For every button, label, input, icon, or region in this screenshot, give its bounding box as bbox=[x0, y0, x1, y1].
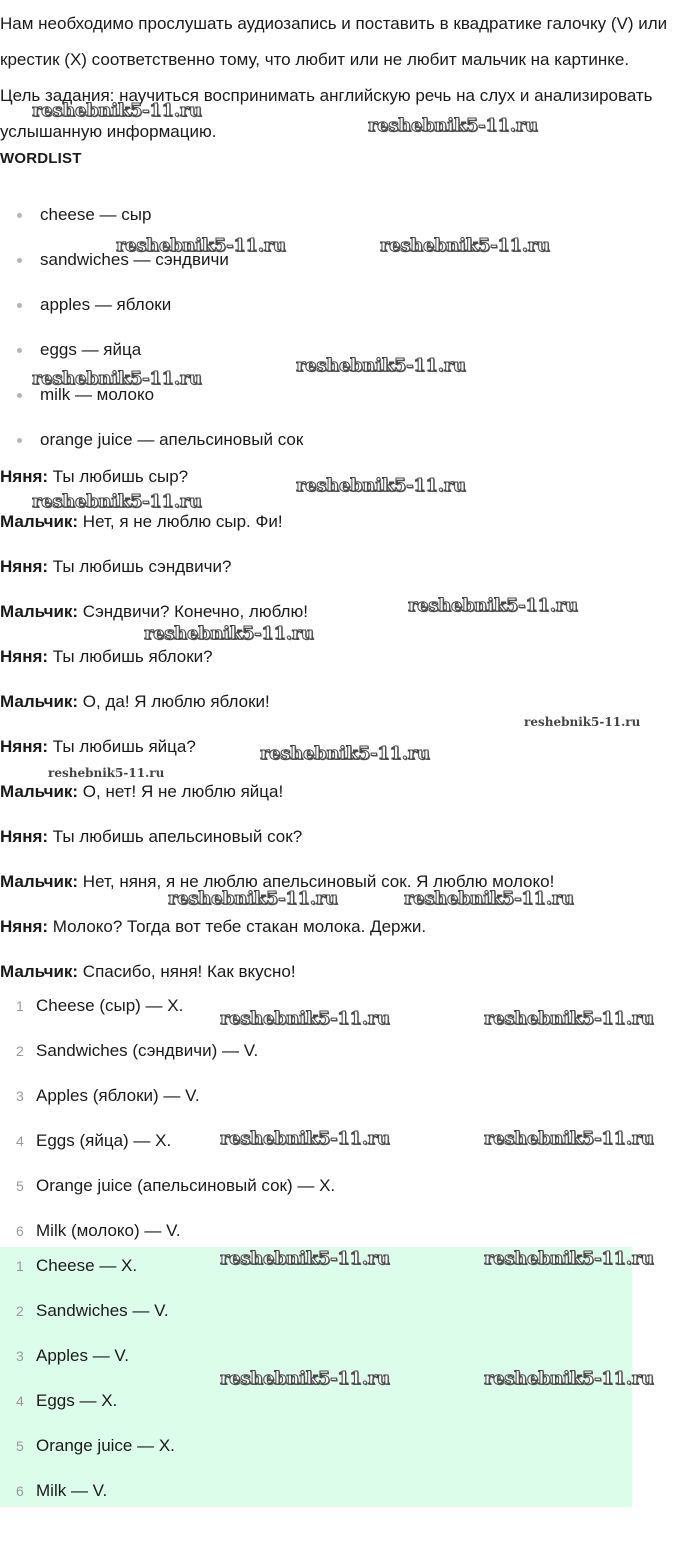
dialog-text: О, да! Я люблю яблоки! bbox=[78, 692, 270, 711]
speaker-label: Няня: bbox=[0, 737, 49, 756]
watermark: reshebnik5-11.ru bbox=[484, 1248, 654, 1269]
bullet-icon bbox=[17, 303, 22, 308]
wordlist-item-text: orange juice — апельсиновый сок bbox=[40, 430, 304, 449]
wordlist-item-text: milk — молоко bbox=[40, 385, 155, 404]
dialog-line bbox=[0, 691, 270, 713]
watermark: reshebnik5-11.ru bbox=[484, 1008, 654, 1029]
bullet-icon bbox=[17, 258, 22, 263]
bullet-icon bbox=[17, 393, 22, 398]
watermark: reshebnik5-11.ru bbox=[380, 235, 550, 256]
list-item-text: Sandwiches — V. bbox=[36, 1301, 169, 1320]
list-item-text: Orange juice (апельсиновый сок) — X. bbox=[36, 1176, 336, 1195]
watermark: reshebnik5-11.ru bbox=[220, 1368, 390, 1389]
list-item-text: Apples — V. bbox=[36, 1346, 129, 1365]
list-item-text: Cheese — X. bbox=[36, 1256, 138, 1275]
list-number: 2 bbox=[16, 1303, 24, 1319]
dialog-text: Ты любишь сыр? bbox=[48, 467, 189, 486]
dialog-line bbox=[0, 781, 283, 803]
list-number: 1 bbox=[16, 1258, 24, 1274]
list-item-text: Sandwiches (сэндвичи) — V. bbox=[36, 1041, 259, 1060]
wordlist-item bbox=[40, 245, 229, 275]
dialog-text: Молоко? Тогда вот тебе стакан молока. Держи. bbox=[48, 917, 427, 936]
dialog-text: Спасибо, няня! Как вкусно! bbox=[78, 962, 296, 981]
dialog-line bbox=[0, 961, 296, 983]
watermark: reshebnik5-11.ru bbox=[408, 595, 578, 616]
dialog-text: Нет, я не люблю сыр. Фи! bbox=[78, 512, 283, 531]
speaker-label: Мальчик: bbox=[0, 602, 79, 621]
list-item-text: Orange juice — X. bbox=[36, 1436, 175, 1455]
wordlist-item bbox=[40, 425, 303, 455]
dialog-text: Ты любишь яблоки? bbox=[48, 647, 213, 666]
speaker-label: Мальчик: bbox=[0, 782, 79, 801]
watermark: reshebnik5-11.ru bbox=[484, 1368, 654, 1389]
list-number: 4 bbox=[16, 1133, 24, 1149]
watermark: reshebnik5-11.ru bbox=[404, 888, 574, 909]
list-number: 6 bbox=[16, 1223, 24, 1239]
wordlist-title: WORDLIST bbox=[0, 150, 82, 167]
list-number: 6 bbox=[16, 1483, 24, 1499]
dialog-line bbox=[0, 826, 302, 848]
dialog-text: Нет, няня, я не люблю апельсиновый сок. Я люблю молоко! bbox=[78, 872, 555, 891]
wordlist-item bbox=[40, 335, 141, 365]
dialog-text: Ты любишь яйца? bbox=[48, 737, 196, 756]
watermark: reshebnik5-11.ru bbox=[524, 715, 641, 729]
speaker-label: Няня: bbox=[0, 647, 49, 666]
dialog-text: Ты любишь сэндвичи? bbox=[48, 557, 232, 576]
dialog-text: Ты любишь апельсиновый сок? bbox=[48, 827, 303, 846]
speaker-label: Мальчик: bbox=[0, 692, 79, 711]
task-description: Нам необходимо прослушать аудиозапись и поставить в квадратике галочку (V) или крестик (X) соответственно тому, что любит или не любит мальчик на картинке. Цель задания: научиться воспринимать английскую речь на слух и анализировать услышанную информацию. bbox=[0, 14, 668, 141]
list-number: 5 bbox=[16, 1438, 24, 1454]
watermark: reshebnik5-11.ru bbox=[32, 491, 202, 512]
watermark: reshebnik5-11.ru bbox=[48, 766, 165, 780]
watermark: reshebnik5-11.ru bbox=[220, 1248, 390, 1269]
watermark: reshebnik5-11.ru bbox=[368, 115, 538, 136]
wordlist-item bbox=[40, 290, 171, 320]
wordlist-item bbox=[40, 380, 154, 410]
watermark: reshebnik5-11.ru bbox=[32, 100, 202, 121]
dialog-line bbox=[0, 736, 196, 758]
speaker-label: Няня: bbox=[0, 827, 49, 846]
list-item-text: Eggs — X. bbox=[36, 1391, 118, 1410]
list-number: 4 bbox=[16, 1393, 24, 1409]
list-item-text: Milk — V. bbox=[36, 1481, 108, 1500]
bullet-icon bbox=[17, 348, 22, 353]
watermark: reshebnik5-11.ru bbox=[484, 1128, 654, 1149]
speaker-label: Няня: bbox=[0, 557, 49, 576]
wordlist-item-text: cheese — сыр bbox=[40, 205, 152, 224]
wordlist-item bbox=[40, 200, 151, 230]
list-number: 3 bbox=[16, 1348, 24, 1364]
dialog-line bbox=[0, 646, 213, 668]
watermark: reshebnik5-11.ru bbox=[220, 1008, 390, 1029]
watermark: reshebnik5-11.ru bbox=[32, 368, 202, 389]
wordlist-item-text: eggs — яйца bbox=[40, 340, 142, 359]
dialog-line bbox=[0, 466, 188, 488]
list-item-text: Cheese (сыр) — X. bbox=[36, 996, 184, 1015]
speaker-label: Няня: bbox=[0, 467, 49, 486]
dialog-text: Сэндвичи? Конечно, люблю! bbox=[78, 602, 308, 621]
dialog-line bbox=[0, 601, 308, 623]
watermark: reshebnik5-11.ru bbox=[260, 743, 430, 764]
list-item-text: Apples (яблоки) — V. bbox=[36, 1086, 200, 1105]
dialog-text: О, нет! Я не люблю яйца! bbox=[78, 782, 284, 801]
speaker-label: Мальчик: bbox=[0, 512, 79, 531]
watermark: reshebnik5-11.ru bbox=[144, 623, 314, 644]
answer-box bbox=[0, 1247, 632, 1507]
wordlist-item-text: apples — яблоки bbox=[40, 295, 172, 314]
watermark: reshebnik5-11.ru bbox=[220, 1128, 390, 1149]
dialog-line bbox=[0, 556, 231, 578]
watermark: reshebnik5-11.ru bbox=[116, 235, 286, 256]
list-number: 2 bbox=[16, 1043, 24, 1059]
list-number: 3 bbox=[16, 1088, 24, 1104]
list-item-text: Eggs (яйца) — X. bbox=[36, 1131, 172, 1150]
dialog-line bbox=[0, 871, 554, 893]
watermark: reshebnik5-11.ru bbox=[168, 888, 338, 909]
wordlist-item-text: sandwiches — сэндвичи bbox=[40, 250, 229, 269]
speaker-label: Няня: bbox=[0, 917, 49, 936]
list-item-text: Milk (молоко) — V. bbox=[36, 1221, 181, 1240]
dialog-line bbox=[0, 916, 426, 938]
watermark: reshebnik5-11.ru bbox=[296, 355, 466, 376]
speaker-label: Мальчик: bbox=[0, 962, 79, 981]
bullet-icon bbox=[17, 438, 22, 443]
bullet-icon bbox=[17, 213, 22, 218]
dialog-line bbox=[0, 511, 283, 533]
list-number: 5 bbox=[16, 1178, 24, 1194]
list-number: 1 bbox=[16, 998, 24, 1014]
watermark: reshebnik5-11.ru bbox=[296, 475, 466, 496]
speaker-label: Мальчик: bbox=[0, 872, 79, 891]
